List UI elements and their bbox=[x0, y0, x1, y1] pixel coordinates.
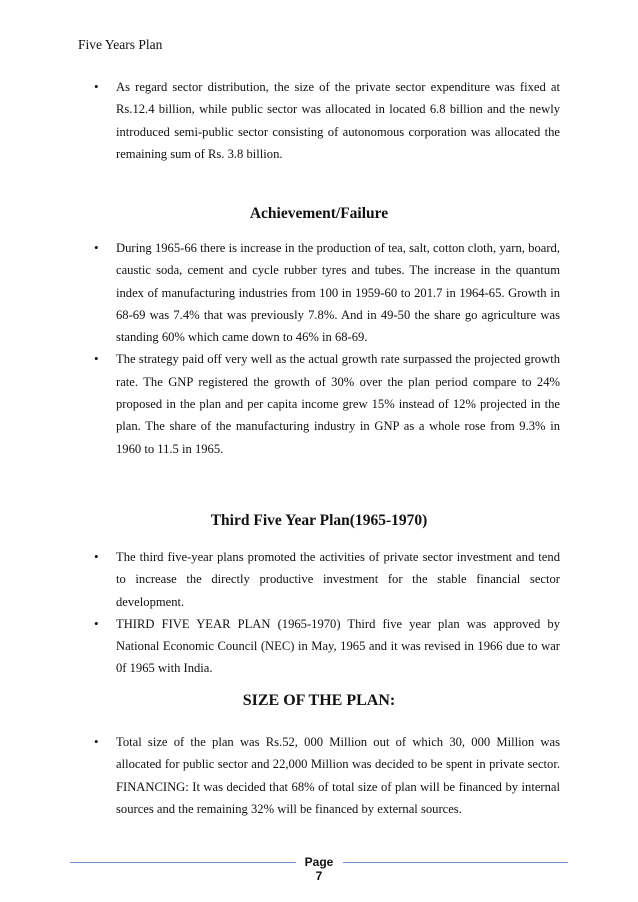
section-heading-third-plan: Third Five Year Plan(1965-1970) bbox=[210, 512, 428, 529]
list-item: • The third five-year plans promoted the activities of private sector investment and tend to increase the directly productive investment for the stable financial sector development. bbox=[0, 546, 560, 613]
section-heading-achievement: Achievement/Failure bbox=[249, 205, 389, 222]
list-item: • As regard sector distribution, the size of the private sector expenditure was fixed at Rs.12.4 billion, while public sector was allocated in located 6.8 billion and the newly introduced semi-public sector consisting of autonomous corporation was allocated the remaining sum of Rs. 3.8 billion. bbox=[0, 76, 560, 165]
footer-rule-right bbox=[343, 862, 568, 863]
footer-rule-left bbox=[70, 862, 296, 863]
list-item: • THIRD FIVE YEAR PLAN (1965-1970) Third five year plan was approved by National Economic Council (NEC) in May, 1965 and it was revised in 1966 due to war 0f 1965 with India. bbox=[0, 613, 560, 680]
third-plan-list bbox=[0, 546, 560, 680]
sector-distribution-list bbox=[0, 76, 560, 165]
plan-size-list bbox=[0, 731, 560, 820]
running-header: Five Years Plan bbox=[78, 37, 163, 52]
section-heading-size-of-plan: SIZE OF THE PLAN: bbox=[242, 692, 396, 709]
list-item: • During 1965-66 there is increase in the production of tea, salt, cotton cloth, yarn, board, caustic soda, cement and cycle rubber tyres and tubes. The increase in the quantum index of manufacturing industries from 100 in 1959-60 to 201.7 in 1964-65. Growth in 68-69 was 7.4% that was previously 7.8%. And in 49-50 the share go agriculture was standing 60% which came down to 46% in 68-69. bbox=[0, 237, 560, 348]
achievement-list bbox=[0, 237, 560, 460]
list-item: • Total size of the plan was Rs.52, 000 Million out of which 30, 000 Million was allocated for public sector and 22,000 Million was decided to be spent in private sector. FINANCING: It was decided that 68% of total size of plan will be financed by internal sources and the remaining 32% will be financed by external sources. bbox=[0, 731, 560, 820]
list-item: • The strategy paid off very well as the actual growth rate surpassed the projected growth rate. The GNP registered the growth of 30% over the plan period compare to 24% proposed in the plan and per capita income grew 15% instead of 12% projected in the plan. The share of the manufacturing industry in GNP as a whole rose from 9.3% in 1960 to 11.5 in 1965. bbox=[0, 348, 560, 459]
page-number: Page 7 bbox=[304, 855, 334, 883]
